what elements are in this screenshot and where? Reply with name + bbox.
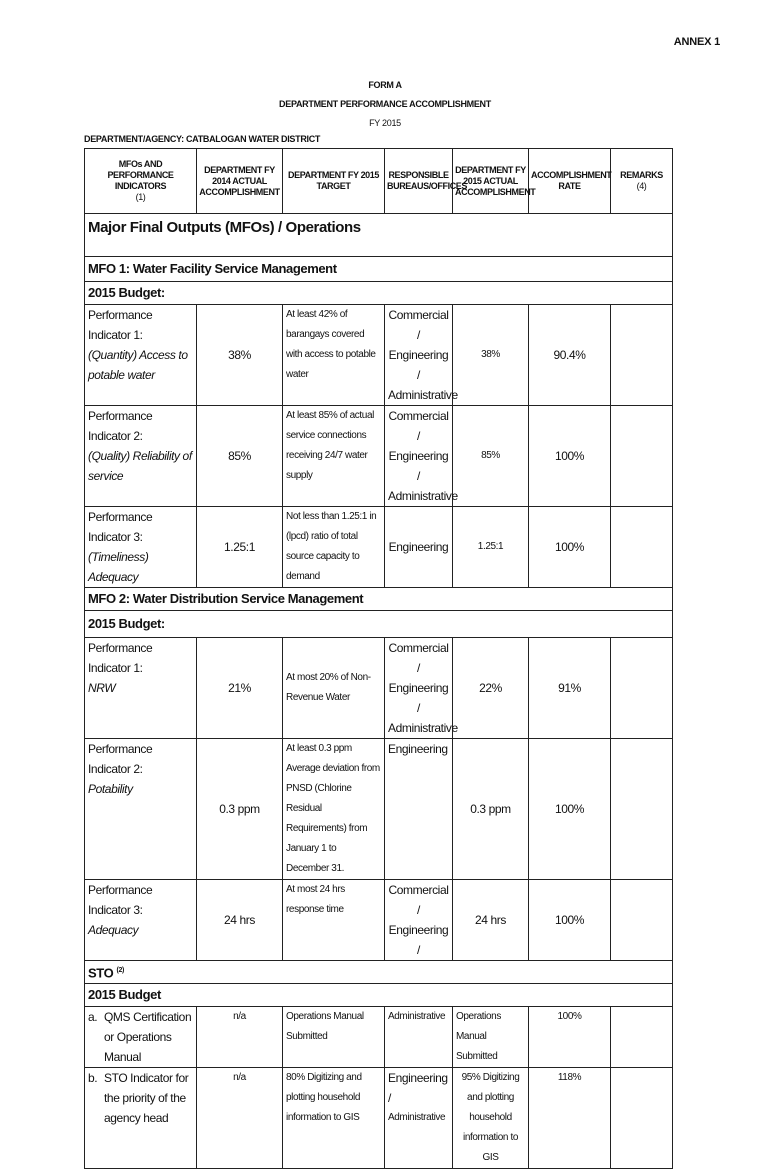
- actual-2015-cell: Operations Manual Submitted: [453, 1007, 529, 1068]
- actual-2015-cell: 0.3 ppm: [453, 739, 529, 880]
- section-budget2: 2015 Budget:: [85, 611, 673, 638]
- table-row: [85, 305, 673, 406]
- section-row: [85, 588, 673, 611]
- section-row: [85, 611, 673, 638]
- section-budget3: 2015 Budget: [85, 984, 673, 1007]
- table-row: [85, 406, 673, 507]
- remarks-cell: [611, 305, 673, 406]
- rate-cell: 91%: [529, 638, 611, 739]
- actual-2014-cell: n/a: [197, 1007, 283, 1068]
- actual-2015-cell: 95% Digitizing and plotting household information to GIS: [453, 1068, 529, 1169]
- form-heading: [0, 76, 770, 133]
- agency-label: DEPARTMENT/AGENCY: CATBALOGAN WATER DISTRICT: [84, 134, 321, 144]
- header-rate: ACCOMPLISHMENT RATE: [529, 149, 611, 214]
- rate-cell: 100%: [529, 406, 611, 507]
- section-mfo1: MFO 1: Water Facility Service Management: [85, 257, 673, 282]
- table-row: [85, 1007, 673, 1068]
- section-mfo2: MFO 2: Water Distribution Service Management: [85, 588, 673, 611]
- bureau-cell: Commercial / Engineering / Administrative: [385, 638, 453, 739]
- header-remarks: REMARKS (4): [611, 149, 673, 214]
- table-row: [85, 638, 673, 739]
- bureau-cell: Administrative: [385, 1007, 453, 1068]
- header-actual-2015: DEPARTMENT FY 2015 ACTUAL ACCOMPLISHMENT: [453, 149, 529, 214]
- sto-indicator-cell: a. QMS Certification or Operations Manual: [85, 1007, 197, 1068]
- remarks-cell: [611, 880, 673, 961]
- target-cell: At least 85% of actual service connections receiving 24/7 water supply: [283, 406, 385, 507]
- remarks-cell: [611, 1007, 673, 1068]
- bureau-cell: Commercial / Engineering / Administrative: [385, 406, 453, 507]
- section-row: [85, 984, 673, 1007]
- actual-2014-cell: n/a: [197, 1068, 283, 1169]
- table-row: [85, 1068, 673, 1169]
- performance-table: [84, 148, 673, 1169]
- target-cell: Operations Manual Submitted: [283, 1007, 385, 1068]
- indicator-cell: Performance Indicator 1: (Quantity) Access to potable water: [85, 305, 197, 406]
- rate-cell: 100%: [529, 507, 611, 588]
- form-title: FORM A: [368, 80, 402, 90]
- actual-2015-cell: 24 hrs: [453, 880, 529, 961]
- rate-cell: 100%: [529, 1007, 611, 1068]
- actual-2014-cell: 21%: [197, 638, 283, 739]
- header-actual-2014: DEPARTMENT FY 2014 ACTUAL ACCOMPLISHMENT: [197, 149, 283, 214]
- section-row: [85, 214, 673, 257]
- actual-2015-cell: 85%: [453, 406, 529, 507]
- actual-2015-cell: 1.25:1: [453, 507, 529, 588]
- bureau-cell: Engineering: [385, 739, 453, 880]
- table-row: [85, 507, 673, 588]
- remarks-cell: [611, 739, 673, 880]
- rate-cell: 118%: [529, 1068, 611, 1169]
- section-budget1: 2015 Budget:: [85, 282, 673, 305]
- section-mfo-operations: Major Final Outputs (MFOs) / Operations: [85, 214, 673, 257]
- remarks-cell: [611, 1068, 673, 1169]
- indicator-cell: Performance Indicator 2: Potability: [85, 739, 197, 880]
- indicator-cell: Performance Indicator 2: (Quality) Reliability of service: [85, 406, 197, 507]
- bureau-cell: Commercial / Engineering /: [385, 880, 453, 961]
- section-row: [85, 961, 673, 984]
- target-cell: Not less than 1.25:1 in (lpcd) ratio of total source capacity to demand: [283, 507, 385, 588]
- section-row: [85, 282, 673, 305]
- remarks-cell: [611, 507, 673, 588]
- indicator-cell: Performance Indicator 3: Adequacy: [85, 880, 197, 961]
- bureau-cell: Engineering: [385, 507, 453, 588]
- actual-2014-cell: 24 hrs: [197, 880, 283, 961]
- section-row: [85, 257, 673, 282]
- form-year: FY 2015: [369, 118, 401, 128]
- header-row: [85, 149, 673, 214]
- table-row: [85, 739, 673, 880]
- bureau-cell: Commercial / Engineering / Administrative: [385, 305, 453, 406]
- actual-2015-cell: 22%: [453, 638, 529, 739]
- target-cell: At least 42% of barangays covered with access to potable water: [283, 305, 385, 406]
- rate-cell: 100%: [529, 880, 611, 961]
- bureau-cell: Engineering / Administrative: [385, 1068, 453, 1169]
- table-row: [85, 880, 673, 961]
- indicator-cell: Performance Indicator 3: (Timeliness) Adequacy: [85, 507, 197, 588]
- section-sto: STO $^{(2)}$: [85, 961, 673, 984]
- remarks-cell: [611, 406, 673, 507]
- actual-2014-cell: 0.3 ppm: [197, 739, 283, 880]
- actual-2014-cell: 38%: [197, 305, 283, 406]
- header-bureaus: RESPONSIBLE BUREAUS/OFFICES: [385, 149, 453, 214]
- target-cell: 80% Digitizing and plotting household information to GIS: [283, 1068, 385, 1169]
- target-cell: At most 20% of Non-Revenue Water: [283, 638, 385, 739]
- actual-2015-cell: 38%: [453, 305, 529, 406]
- remarks-cell: [611, 638, 673, 739]
- actual-2014-cell: 85%: [197, 406, 283, 507]
- header-mfo: MFOs AND PERFORMANCE INDICATORS (1): [85, 149, 197, 214]
- target-cell: At least 0.3 ppm Average deviation from PNSD (Chlorine Residual Requirements) from January 1 to December 31.: [283, 739, 385, 880]
- rate-cell: 100%: [529, 739, 611, 880]
- header-target-2015: DEPARTMENT FY 2015 TARGET: [283, 149, 385, 214]
- actual-2014-cell: 1.25:1: [197, 507, 283, 588]
- rate-cell: 90.4%: [529, 305, 611, 406]
- target-cell: At most 24 hrs response time: [283, 880, 385, 961]
- form-subtitle: DEPARTMENT PERFORMANCE ACCOMPLISHMENT: [279, 99, 491, 109]
- sto-indicator-cell: b. STO Indicator for the priority of the agency head: [85, 1068, 197, 1169]
- annex-label: ANNEX 1: [673, 36, 720, 48]
- indicator-cell: Performance Indicator 1: NRW: [85, 638, 197, 739]
